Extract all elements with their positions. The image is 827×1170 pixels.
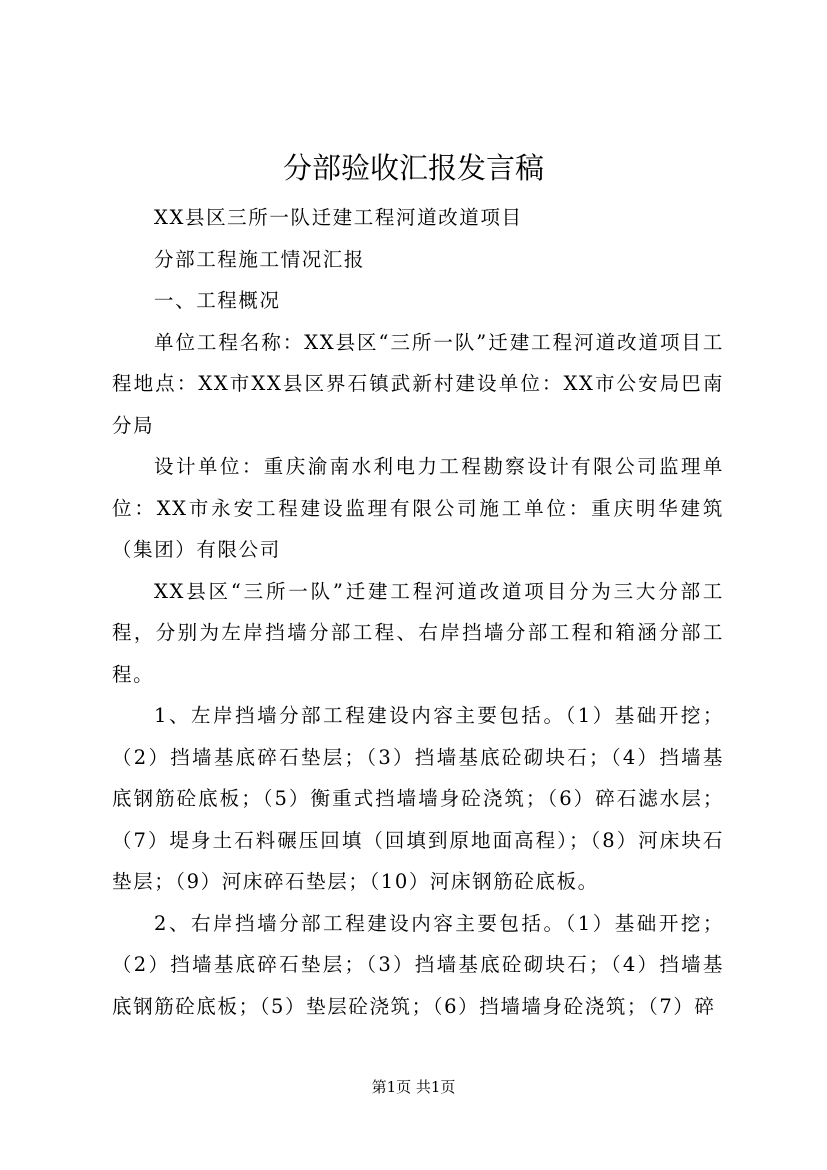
project-name-line: XX县区三所一队迁建工程河道改道项目 bbox=[154, 206, 523, 229]
paragraph-left-bank: 1、左岸挡墙分部工程建设内容主要包括。（1）基础开挖；（2）挡墙基底碎石垫层；（3）挡墙基底砼砌块石；（4）挡墙基底钢筋砼底板；（5）衡重式挡墙墙身砼浇筑；（6）碎石滤水层；（7）堤身土石料碾压回填（回填到原地面高程）；（8）河床块石垫层；（9）河床碎石垫层；（10）河床钢筋砼底板。 bbox=[112, 704, 724, 893]
document-title: 分部验收汇报发言稿 bbox=[282, 151, 544, 185]
page-footer: 第1页 共1页 bbox=[371, 1078, 456, 1096]
paragraph-project-division: XX县区“三所一队”迁建工程河道改道项目分为三大分部工程，分别为左岸挡墙分部工程、右岸挡墙分部工程和箱涵分部工程。 bbox=[112, 579, 724, 686]
paragraph-unit-info: 单位工程名称：XX县区“三所一队”迁建工程河道改道项目工程地点：XX市XX县区界石镇武新村建设单位：XX市公安局巴南分局 bbox=[112, 330, 724, 437]
section-heading-overview: 一、工程概况 bbox=[154, 289, 281, 312]
document-body bbox=[112, 197, 724, 1027]
paragraph-right-bank: 2、右岸挡墙分部工程建设内容主要包括。（1）基础开挖；（2）挡墙基底碎石垫层；（3）挡墙基底砼砌块石；（4）挡墙基底钢筋砼底板；（5）垫层砼浇筑；（6）挡墙墙身砼浇筑；（7）碎 bbox=[112, 911, 724, 1018]
report-subtitle: 分部工程施工情况汇报 bbox=[154, 247, 366, 271]
paragraph-design-unit: 设计单位：重庆渝南水利电力工程勘察设计有限公司监理单位：XX市永安工程建设监理有限公司施工单位：重庆明华建筑（集团）有限公司 bbox=[112, 455, 724, 561]
